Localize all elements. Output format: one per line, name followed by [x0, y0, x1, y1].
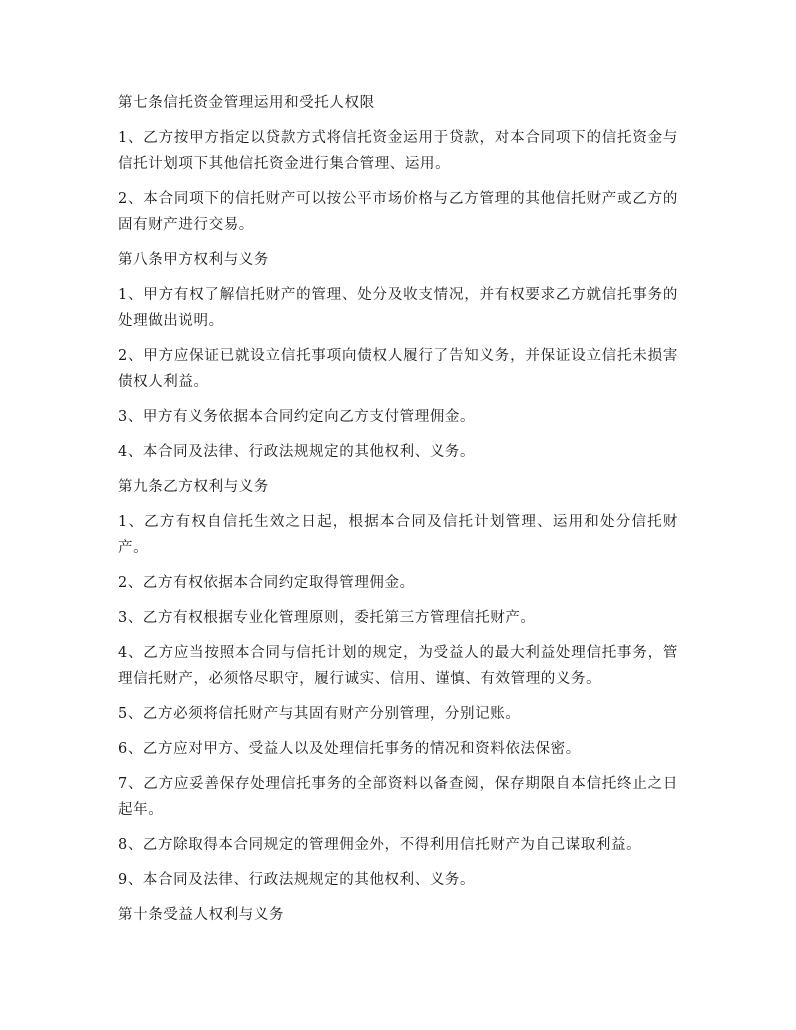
clause-9-6: 6、乙方应对甲方、受益人以及处理信托事务的情况和资料依法保密。: [118, 741, 581, 757]
clause-9-4: 4、乙方应当按照本合同与信托计划的规定，为受益人的最大利益处理信托事务，管理信托财产，必须恪尽职守，履行诚实、信用、谨慎、有效管理的义务。: [118, 645, 678, 687]
clause-9-8: 8、乙方除取得本合同规定的管理佣金外，不得利用信托财产为自己谋取利益。: [118, 837, 642, 853]
clause-9-2: 2、乙方有权依据本合同约定取得管理佣金。: [118, 575, 415, 591]
clause-9-1: 1、乙方有权自信托生效之日起，根据本合同及信托计划管理、运用和处分信托财产。: [118, 514, 678, 556]
clause-8-1: 1、甲方有权了解信托财产的管理、处分及收支情况，并有权要求乙方就信托事务的处理做出说明。: [118, 287, 678, 329]
section-heading-7: 第七条信托资金管理运用和受托人权限: [118, 95, 375, 111]
section-heading-8: 第八条甲方权利与义务: [118, 252, 269, 268]
clause-8-4: 4、本合同及法律、行政法规规定的其他权利、义务。: [118, 444, 476, 460]
section-heading-9: 第九条乙方权利与义务: [118, 479, 269, 495]
clause-7-2: 2、本合同项下的信托财产可以按公平市场价格与乙方管理的其他信托财产或乙方的固有财产进行交易。: [118, 191, 678, 233]
clause-9-3: 3、乙方有权根据专业化管理原则，委托第三方管理信托财产。: [118, 610, 536, 626]
clause-7-1: 1、乙方按甲方指定以贷款方式将信托资金运用于贷款，对本合同项下的信托资金与信托计划项下其他信托资金进行集合管理、运用。: [118, 130, 678, 172]
document-page: [118, 90, 678, 937]
clause-8-2: 2、甲方应保证已就设立信托事项向债权人履行了告知义务，并保证设立信托未损害债权人利益。: [118, 348, 678, 390]
clause-9-5: 5、乙方必须将信托财产与其固有财产分别管理，分别记账。: [118, 706, 521, 722]
clause-8-3: 3、甲方有义务依据本合同约定向乙方支付管理佣金。: [118, 409, 476, 425]
section-heading-10: 第十条受益人权利与义务: [118, 907, 285, 923]
clause-9-7: 7、乙方应妥善保存处理信托事务的全部资料以备查阅，保存期限自本信托终止之日起年。: [118, 776, 678, 818]
clause-9-9: 9、本合同及法律、行政法规规定的其他权利、义务。: [118, 872, 476, 888]
